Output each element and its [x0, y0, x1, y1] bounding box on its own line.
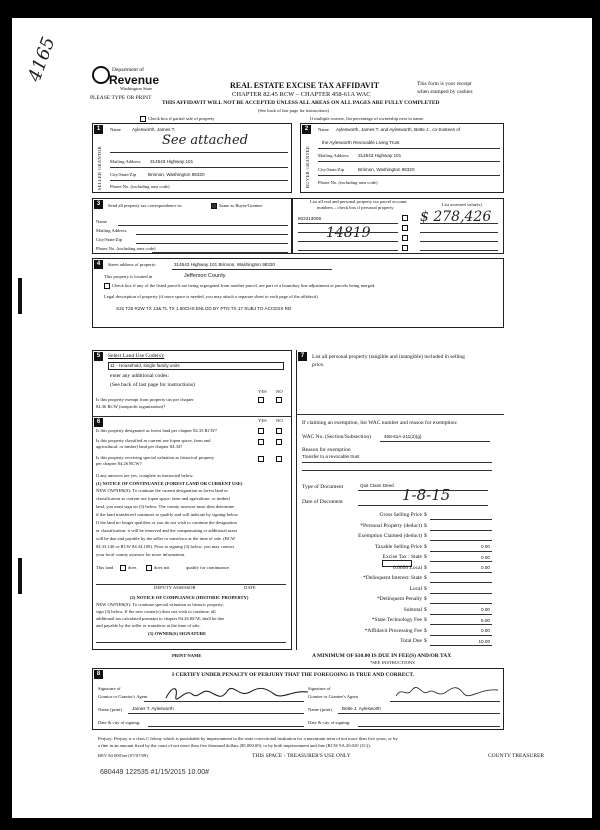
same-as-buyer-checkbox[interactable]	[211, 203, 217, 209]
reason-label: Reason for exemption	[302, 447, 351, 453]
notice-line: or classification, it will be removed and the compensating or additional taxes	[96, 528, 238, 533]
deputy-assessor-label: DEPUTY ASSESSOR	[154, 585, 196, 590]
receipt-note-1: This form is your receipt	[417, 81, 472, 87]
located-in-value: Jefferson County	[184, 273, 226, 279]
corr-city-label: City/State/Zip	[96, 237, 123, 242]
land-does-not-label: does not	[154, 565, 170, 570]
land-use-value: 11 - Household, single family units	[110, 363, 180, 368]
grantee-signature-label-1: Signature of	[308, 686, 331, 691]
tax-affidavit-page	[12, 18, 592, 818]
forest-no-checkbox[interactable]	[276, 428, 282, 434]
land-does-not-checkbox[interactable]	[146, 565, 152, 571]
notice-line: classification as current use (open space, farm and agriculture, or timber)	[96, 496, 231, 501]
yes-label-2: YES	[258, 418, 267, 423]
print-name-label: PRINT NAME	[172, 653, 202, 658]
please-type: PLEASE TYPE OR PRINT	[90, 95, 152, 101]
parcel-checkbox-4[interactable]	[402, 245, 408, 251]
buyer-mailing-label: Mailing Address	[318, 153, 349, 158]
grantee-date-label: Date & city of signing:	[308, 720, 351, 725]
notice-line: 84.33.140 or RCW 84.34.108). Prior to signing (3) below, you may contact	[96, 544, 235, 549]
buyer-city-label: City/State/Zip	[318, 167, 345, 172]
if-any-yes-note: If any answers are yes, complete as instructed below.	[96, 473, 194, 478]
tax-row-label: Gross Selling Price	[379, 512, 422, 518]
exempt-question-2: 84.36 RCW (nonprofit organization)?	[96, 404, 166, 409]
logo-revenue: Revenue	[109, 73, 160, 87]
tax-row-label: *Delinquent Interest: State	[363, 575, 422, 581]
parcel-handwritten: 14819	[326, 225, 371, 241]
land-use-label: Select Land Use Code(s):	[108, 353, 165, 359]
partial-sale-label: Check box if partial sale of property	[148, 116, 215, 121]
minimum-due-label: A MINIMUM OF $10.00 IS DUE IN FEE(S) AND/OR TAX	[312, 653, 452, 659]
corr-phone-label: Phone No. (including area code)	[96, 246, 156, 251]
forest-yes-checkbox[interactable]	[258, 428, 264, 434]
buyer-name-label: Name	[318, 127, 329, 132]
assessed-value-handwritten: $ 278,426	[420, 209, 492, 225]
buyer-name-value: Aylesworth, James T. and Aylesworth, Bette J., co-trustees of	[336, 127, 461, 132]
grantor-signature-label-1: Signature of	[98, 686, 121, 691]
tax-row-label: *State Technology Fee	[371, 617, 422, 623]
tax-row-label: Taxable Selling Price	[375, 543, 422, 550]
segregated-checkbox[interactable]	[104, 283, 110, 289]
grantee-name-label: Name (print)	[308, 707, 332, 712]
tax-row-dollar: $	[424, 554, 427, 560]
tax-row-label: *Delinquent Penalty	[376, 596, 422, 602]
section-8-number: 8	[94, 670, 103, 679]
buyer-mailing-value: 314543 Highway 101	[358, 153, 402, 158]
grantor-name-value: James T. Aylesworth	[132, 706, 174, 711]
segregated-label: Check box if any of the listed parcels are being segregated from another parcel, are part of a boundary line adjustment or parcels being merged.	[112, 283, 376, 288]
tax-row-dollar: $	[424, 606, 427, 613]
tax-row-label: Exemption Claimed (deduct)	[358, 533, 422, 539]
perjury-line-2: a fine in an amount fixed by the court of not more than five thousand dollars ($5,000.00), or by both imprisonment and fine (RCW 9A.20.020 (1C)).	[98, 743, 371, 748]
historic-question-1: Is this property receiving special valuation as historical property	[96, 455, 215, 460]
exemption-question: If claiming an exemption, list WAC number and reason for exemption:	[302, 420, 458, 426]
same-as-buyer-label: Same as Buyer/Grantee	[219, 203, 263, 208]
current-use-question-1: Is this property classified as current use (open space, farm and	[96, 438, 211, 443]
tax-row-value: 0.00	[481, 628, 490, 633]
seller-see-attached: See attached	[162, 133, 249, 148]
tax-row-value: 5.00	[481, 617, 490, 623]
see-instructions-label: *SEE INSTRUCTIONS	[370, 660, 415, 665]
partial-sale-checkbox[interactable]	[140, 116, 146, 122]
additional-codes-label: enter any additional codes:	[110, 373, 170, 379]
tax-row-value: 0.00	[481, 565, 490, 570]
buyer-vertical-label: BUYER GRANTEE	[305, 146, 310, 189]
located-in-label: This property is located in	[104, 274, 153, 279]
historic-no-checkbox[interactable]	[276, 456, 282, 462]
current-use-yes-checkbox[interactable]	[258, 439, 264, 445]
compliance-line: NEW OWNER(S): To continue special valuation as historic property,	[96, 602, 224, 607]
treasurer-use-label: THIS SPACE - TREASURER'S USE ONLY	[252, 753, 351, 759]
perjury-line-1: Perjury: Perjury is a class C felony which is punishable by imprisonment in the state correctional institution for a maximum term of not more than five years, or by	[98, 736, 398, 741]
tax-row-dollar: $	[424, 564, 427, 571]
seller-phone-label: Phone No. (including area code)	[110, 184, 170, 189]
grantor-name-label: Name (print)	[98, 707, 122, 712]
compliance-line: additional tax calculated pursuant to chapter 84.26 RCW, shall be due	[96, 616, 225, 621]
tax-row-dollar: $	[424, 575, 427, 581]
corr-mailing-label: Mailing Address	[96, 228, 127, 233]
land-does-checkbox[interactable]	[120, 565, 126, 571]
parcel-checkbox-2[interactable]	[402, 225, 408, 231]
tax-row-dollar: $	[424, 596, 427, 602]
seller-city-label: City/State/Zip	[110, 172, 137, 177]
wac-label: WAC No. (Section/Subsection)	[302, 434, 371, 440]
tax-row-dollar: $	[424, 533, 427, 539]
legal-description-value: S31 T25 R2W TX 13& TL TX 1.80CHS ENLGD BY PTN TX 17 SUBJ TO ACCESS RD	[116, 306, 292, 311]
date-label: DATE	[244, 585, 256, 590]
compliance-line: and payable by the seller or transferor at the time of sale.	[96, 623, 201, 628]
corr-name-label: Name	[96, 219, 107, 224]
seller-city-value: Brinnon, Washington 98320	[148, 172, 205, 177]
buyer-phone-label: Phone No. (including area code)	[318, 180, 378, 185]
reason-value: Transfer to a revocable trust	[302, 454, 360, 459]
assessed-value-label: List assessed value(s)	[442, 202, 482, 207]
notice-line: land, you must sign on (3) below. The county assessor must then determine	[96, 504, 235, 509]
form-title: REAL ESTATE EXCISE TAX AFFIDAVIT	[230, 81, 380, 90]
tax-row-value: 0.00	[481, 607, 490, 612]
revenue-logo-icon	[92, 66, 110, 84]
current-use-question-2: agricultural, or timber) land per chapter 84.34?	[96, 444, 183, 449]
grantee-name-value: Bette J. Aylesworth	[342, 706, 381, 711]
doc-type-value: Quit Claim Deed	[360, 483, 394, 488]
street-address-label: Street address of property:	[108, 262, 157, 267]
seller-name-value: Aylesworth, James T.	[132, 127, 176, 132]
handwritten-page-number: 4165	[24, 34, 60, 85]
doc-type-label: Type of Document	[302, 484, 344, 490]
tax-row-dollar: $	[424, 627, 427, 634]
grantor-date-label: Date & city of signing:	[98, 720, 141, 725]
form-see-back: (See back of last page for instructions)	[258, 108, 329, 113]
tax-row-dollar: $	[424, 617, 427, 623]
no-label-2: NO	[276, 418, 283, 423]
historic-yes-checkbox[interactable]	[258, 456, 264, 462]
notice-line: If the land no longer qualifies or you do not wish to continue the designation	[96, 520, 237, 525]
historic-question-2: per chapter 84.26 RCW?	[96, 461, 142, 466]
tax-row-label: *Personal Property (deduct)	[360, 522, 422, 529]
tax-row-dollar: $	[424, 543, 427, 550]
exempt-no-checkbox[interactable]	[276, 397, 282, 403]
legal-description-label: Legal description of property (if more space is needed, you may attach a separate sheet to each page of the affidavit)	[104, 294, 318, 299]
compliance-line: sign (3) below. If the new owner(s) does not wish to continue, all	[96, 609, 216, 614]
doc-date-handwritten: 1-8-15	[402, 486, 451, 504]
forest-land-question: Is this property designated as forest land per chapter 84.33 RCW?	[96, 428, 218, 433]
street-address-value: 314543 Highway 101 Brinnon, Washington 98320	[174, 262, 275, 267]
tax-row-dollar: $	[424, 512, 427, 518]
seller-mailing-value: 314543 Highway 101	[150, 159, 194, 164]
qualify-label: qualify for continuance.	[186, 565, 231, 570]
wac-value: 458-61A-211(2)(g)	[384, 434, 422, 439]
notice-continuance-title: (1) NOTICE OF CONTINUANCE (FOREST LAND OR CURRENT USE)	[96, 481, 243, 486]
yes-label-1: YES	[258, 389, 267, 394]
form-chapter: CHAPTER 82.45 RCW – CHAPTER 458-61A WAC	[232, 91, 371, 98]
personal-property-label-1: List all personal property (tangible and intangible) included in selling	[312, 354, 465, 360]
parcel-number-value: 502313008	[298, 216, 321, 221]
buyer-city-value: Brinnon, Washington 98320	[358, 167, 415, 172]
parcel-label-1: List all real and personal property tax parcel account	[310, 199, 407, 204]
notice-line: your local county assessor for more information.	[96, 552, 186, 557]
tax-row-label: *Affidavit Processing Fee	[364, 627, 422, 634]
notice-line: if the land transferred continues to qualify and will indicate by signing below.	[96, 512, 239, 517]
tax-row-dollar: $	[424, 522, 427, 529]
tax-row-value: 10.00	[478, 638, 490, 644]
rev-number: REV 84 0001ae (07/07/09)	[98, 753, 148, 758]
grantor-signature-label-2: Grantor or Grantor's Agent	[98, 694, 148, 699]
section-1-number: 1	[94, 125, 103, 134]
tax-row-label: Excise Tax : State	[382, 554, 422, 560]
notice-line: NEW OWNER(S): To continue the current designation as forest land or	[96, 488, 228, 493]
notice-line: will be due and payable by the seller or transferor at the time of sale. (RCW	[96, 536, 236, 541]
multiple-owners-label: If multiple owners, list percentage of ownership next to name.	[310, 116, 425, 121]
section-4-number: 4	[94, 260, 103, 269]
tax-row-value: 0.00	[481, 544, 490, 549]
seller-name-label: Name	[110, 127, 121, 132]
exempt-question-1: Is this property exempt from property tax per chapter	[96, 397, 194, 402]
tax-row-label: 0.0050 Local	[392, 564, 422, 571]
doc-date-label: Date of Document	[302, 499, 343, 505]
this-land-label: This land	[96, 565, 114, 570]
grantee-handwritten-signature	[392, 682, 502, 702]
personal-property-label-2: price.	[312, 362, 325, 368]
certify-label: I CERTIFY UNDER PENALTY OF PERJURY THAT THE FOREGOING IS TRUE AND CORRECT.	[172, 672, 415, 678]
buyer-name-value-2: the Aylesworth Revocable Living Trust	[322, 140, 400, 145]
notice-compliance-title: (2) NOTICE OF COMPLIANCE (HISTORIC PROPERTY)	[130, 595, 249, 600]
grantee-signature-label-2: Grantee or Grantee's Agent	[308, 694, 358, 699]
county-treasurer-label: COUNTY TREASURER	[488, 753, 545, 759]
logo-department: Department of	[112, 67, 144, 73]
owners-signature-label: (3) OWNER(S) SIGNATURE	[148, 631, 207, 636]
seller-vertical-label: SELLER GRANTOR	[97, 146, 102, 191]
see-back-instructions: (See back of last page for instructions)	[110, 382, 195, 388]
tax-row-label: Subtotal	[403, 606, 422, 613]
tax-row-value: 0.00	[481, 554, 490, 560]
logo-state: Washington State	[120, 86, 153, 91]
form-warning: THIS AFFIDAVIT WILL NOT BE ACCEPTED UNLESS ALL AREAS ON ALL PAGES ARE FULLY COMPLETED	[162, 100, 440, 106]
receipt-note-2: when stamped by cashier.	[417, 89, 474, 95]
seller-mailing-label: Mailing Address	[110, 159, 141, 164]
exempt-yes-checkbox[interactable]	[258, 397, 264, 403]
tax-row-label: Total Due	[400, 638, 422, 644]
current-use-no-checkbox[interactable]	[276, 439, 282, 445]
correspondence-label: Send all property tax correspondence to:	[108, 203, 183, 208]
tax-row-label: Local	[409, 585, 422, 592]
tax-row-dollar: $	[424, 638, 427, 644]
parcel-checkbox-1[interactable]	[402, 215, 408, 221]
section-3-number: 3	[94, 200, 103, 209]
land-does-label: does	[128, 565, 137, 570]
tax-row-dollar: $	[424, 585, 427, 592]
section-2-number: 2	[302, 125, 311, 134]
no-label-1: NO	[276, 389, 283, 394]
section-5-number: 5	[94, 352, 103, 361]
parcel-label-2: numbers – check box if personal property	[317, 205, 394, 210]
section-6-number: 6	[94, 418, 103, 427]
parcel-checkbox-3[interactable]	[402, 235, 408, 241]
stamp-record-number: 680449 122535 #1/15/2015 10.00#	[100, 769, 209, 776]
section-7-number: 7	[298, 352, 307, 361]
